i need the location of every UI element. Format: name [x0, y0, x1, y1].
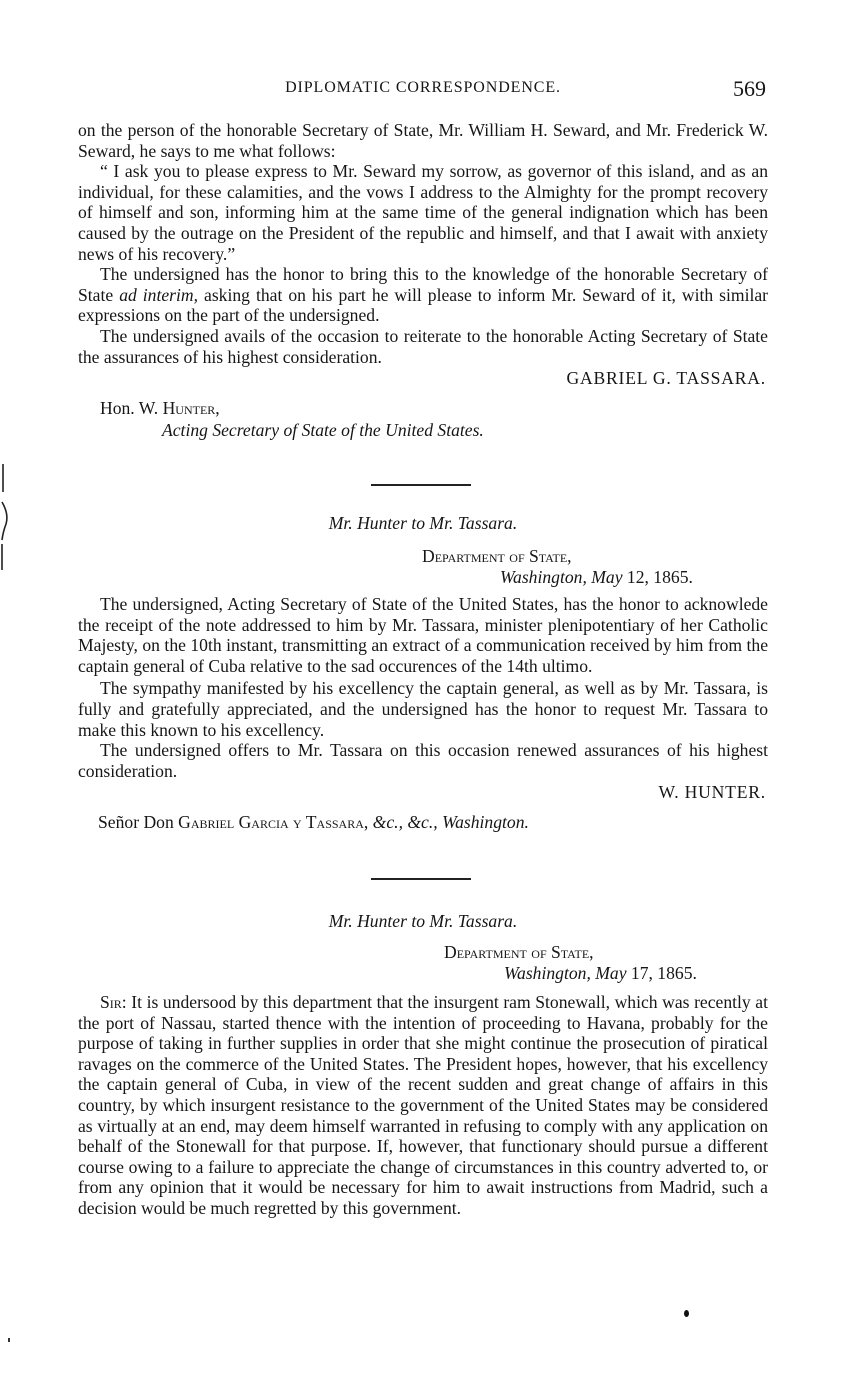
- italic-text: ad interim,: [119, 284, 199, 305]
- date-line: [504, 963, 768, 984]
- paragraph: [78, 264, 768, 326]
- date-rest: 12, 1865.: [622, 567, 693, 587]
- department-line: Department of State,: [444, 942, 594, 962]
- letter-hunter-may-17: [78, 910, 768, 1219]
- addressee-prefix: Señor Don: [98, 812, 179, 833]
- paragraph: [78, 992, 768, 1219]
- quoted-paragraph: “ I ask you to please express to Mr. Seward my sorrow, as governor of this island, and as an individual, for these calamities, and the vows I address to the Almighty for the prompt recovery of himself and son, informing him at the same time of the general indignation which has been caused by the outrage on the President of the republic and himself, and that I await with anxiety news of his recovery.”: [78, 161, 768, 264]
- salutation: Sir:: [100, 992, 127, 1012]
- letter-tassara-continued: [78, 120, 768, 441]
- section-divider: [371, 484, 471, 486]
- letter-heading: Mr. Hunter to Mr. Tassara.: [328, 911, 518, 931]
- paragraph: The undersigned, Acting Secretary of State of the United States, has the honor to acknowlede the receipt of the note addressed to him by Mr. Tassara, minister plenipotentiary of her Catholic Majesty, on the 10th instant, transmitting an extract of a communication received by him from the captain general of Cuba relative to the sad occurences of the 14th ultimo.: [78, 594, 768, 676]
- date-place: Washington, May: [500, 567, 623, 587]
- margin-bracket-mark: [0, 462, 14, 572]
- addressee-title: Acting Secretary of State of the United States.: [162, 420, 484, 441]
- addressee-etc: &c., &c.,: [368, 812, 443, 833]
- addressee-place: Washington.: [442, 812, 529, 833]
- date-rest: 17, 1865.: [626, 963, 697, 983]
- department-line: Department of State,: [422, 546, 572, 566]
- addressee-prefix: Hon. W.: [100, 398, 163, 419]
- date-line: [500, 567, 768, 588]
- section-divider: [371, 878, 471, 880]
- text-span: asking that on his part he will please to inform Mr. Seward of it, with similar expressions on the part of the undersigned.: [78, 284, 769, 326]
- date-place: Washington, May: [504, 963, 627, 983]
- signature: W. HUNTER.: [658, 782, 766, 803]
- paragraph: The undersigned avails of the occasion to reiterate to the honorable Acting Secretary of State the assurances of his highest consideration.: [78, 325, 768, 367]
- signature: GABRIEL G. TASSARA.: [566, 368, 766, 389]
- text-span: The undersigned has the honor to bring this to the knowledge of the honorable Secretary of State: [78, 264, 768, 305]
- addressee-name: Gabriel Garcia y Tassara,: [178, 812, 369, 833]
- addressee: [100, 397, 768, 419]
- addressee: [98, 811, 768, 833]
- running-title: DIPLOMATIC CORRESPONDENCE.: [285, 79, 561, 96]
- text-span: It is undersood by this department that the insurgent ram Stonewall, which was recently at the port of Nassau, started thence with the intention of proceeding to Havana, probably for the purpose of taking in further supplies in order that she might continue the prosecution of piratical ravages on the commerce of the United States. The President hopes, however, that his excellency the captain general of Cuba, in view of the recent sudden and great change of affairs in this country, by which insurgent resistance to the government of the United States may be considered as virtually at an end, may deem himself warranted in refusing to comply with any application on behalf of the Stonewall for that purpose. If, however, that functionary should pursue a different course owing to a failure to appreciate the change of circumstances in this country adverted to, or from any opinion that it would be necessary for him to await instructions from Madrid, such a decision would be much regretted by this government.: [78, 992, 768, 1218]
- page-number: 569: [733, 76, 766, 101]
- margin-tick: [8, 1338, 10, 1342]
- ink-spot: [684, 1310, 689, 1317]
- paragraph: The sympathy manifested by his excellency the captain general, as well as by Mr. Tassara, is fully and gratefully appreciated, and the undersigned has the honor to request Mr. Tassara to make this known to his excellency.: [78, 678, 768, 740]
- letter-hunter-may-12: [78, 512, 768, 833]
- addressee-name: Hunter,: [162, 398, 220, 419]
- letter-heading: Mr. Hunter to Mr. Tassara.: [328, 513, 518, 533]
- paragraph: on the person of the honorable Secretary of State, Mr. William H. Seward, and Mr. Frederick W. Seward, he says to me what follows:: [78, 120, 768, 161]
- paragraph: The undersigned offers to Mr. Tassara on this occasion renewed assurances of his highest consideration.: [78, 740, 768, 781]
- running-head: [78, 76, 768, 102]
